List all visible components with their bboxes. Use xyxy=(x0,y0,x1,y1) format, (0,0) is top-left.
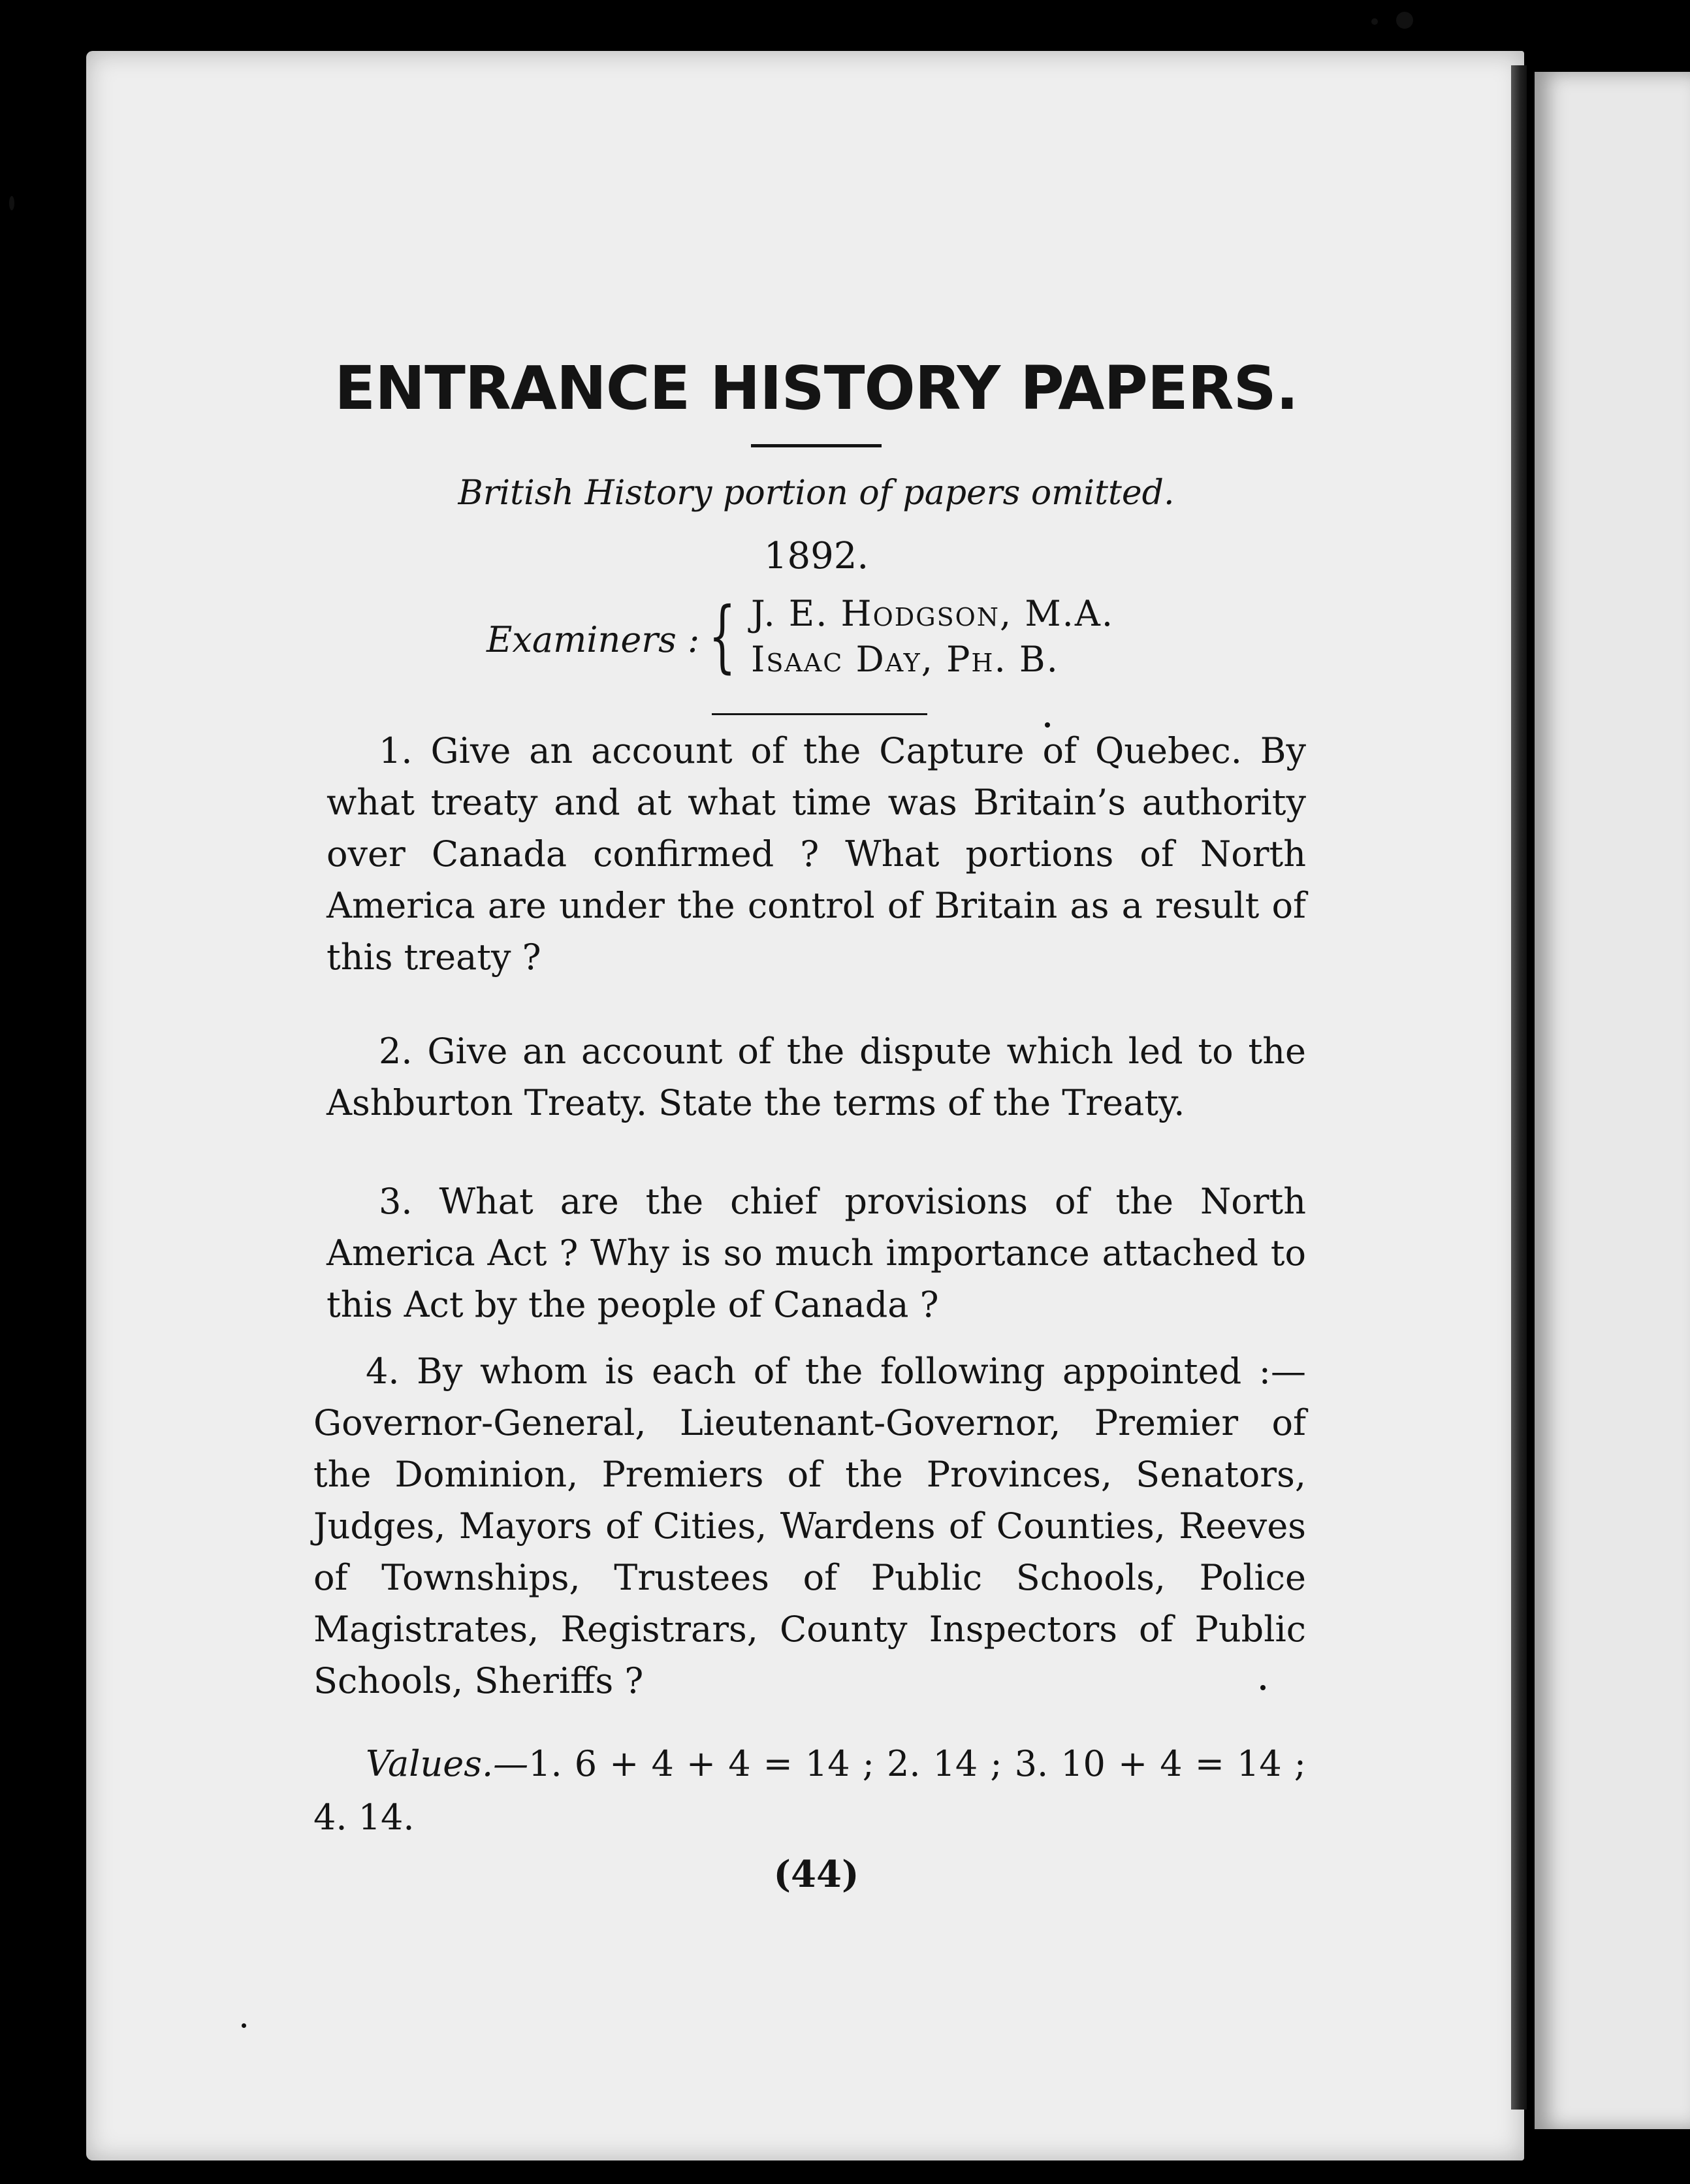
title-rule xyxy=(751,444,882,447)
examiner-name: J. E. Hodgson, M.A. xyxy=(751,593,1114,634)
examiners-block xyxy=(486,591,1270,689)
brace-glyph: { xyxy=(709,591,736,682)
book-gutter xyxy=(1511,65,1527,2110)
values-line xyxy=(313,1737,1306,1844)
question-4: 4. By whom is each of the following appointed :— Governor-General, Lieutenant-Governor, Premier of the Dominion, Premiers of the Provinces, Senators, Judges, Mayors of Cities, Wardens of Counties, Reeves of Townships, Trustees of Public Schools, Police Magistrates, Registrars, County Inspectors of Public Schools, Sheriffs ? xyxy=(313,1351,1306,1701)
scan-speck xyxy=(242,2023,246,2028)
exam-year: 1892. xyxy=(763,535,869,577)
right-page-edge xyxy=(1535,72,1690,2129)
values-label: Values.— xyxy=(366,1743,529,1784)
scan-speck xyxy=(1371,18,1378,25)
subtitle: British History portion of papers omitted. xyxy=(458,474,1175,513)
scan-speck xyxy=(9,196,14,210)
examiner-name: Isaac Day, Ph. B. xyxy=(751,639,1059,680)
question-3: 3. What are the chief provisions of the North America Act ? Why is so much importance attached to this Act by the people of Canada ? xyxy=(327,1181,1306,1325)
examiners-label: Examiners : xyxy=(486,619,700,660)
page-number: (44) xyxy=(773,1853,859,1896)
question-2: 2. Give an account of the dispute which led to the Ashburton Treaty. State the terms of the Treaty. xyxy=(327,1031,1306,1123)
values-text: 1. 6 + 4 + 4 = 14 ; 2. 14 ; 3. 10 + 4 = 14 ; 4. 14. xyxy=(313,1743,1306,1838)
question-1: 1. Give an account of the Capture of Quebec. By what treaty and at what time was Britain’s authority over Canada confirmed ? What portions of North America are under the control of Britain as a result of this treaty ? xyxy=(327,730,1306,978)
scan-speck xyxy=(1396,12,1413,29)
section-rule xyxy=(712,713,927,715)
page-title: ENTRANCE HISTORY PAPERS. xyxy=(334,353,1298,423)
